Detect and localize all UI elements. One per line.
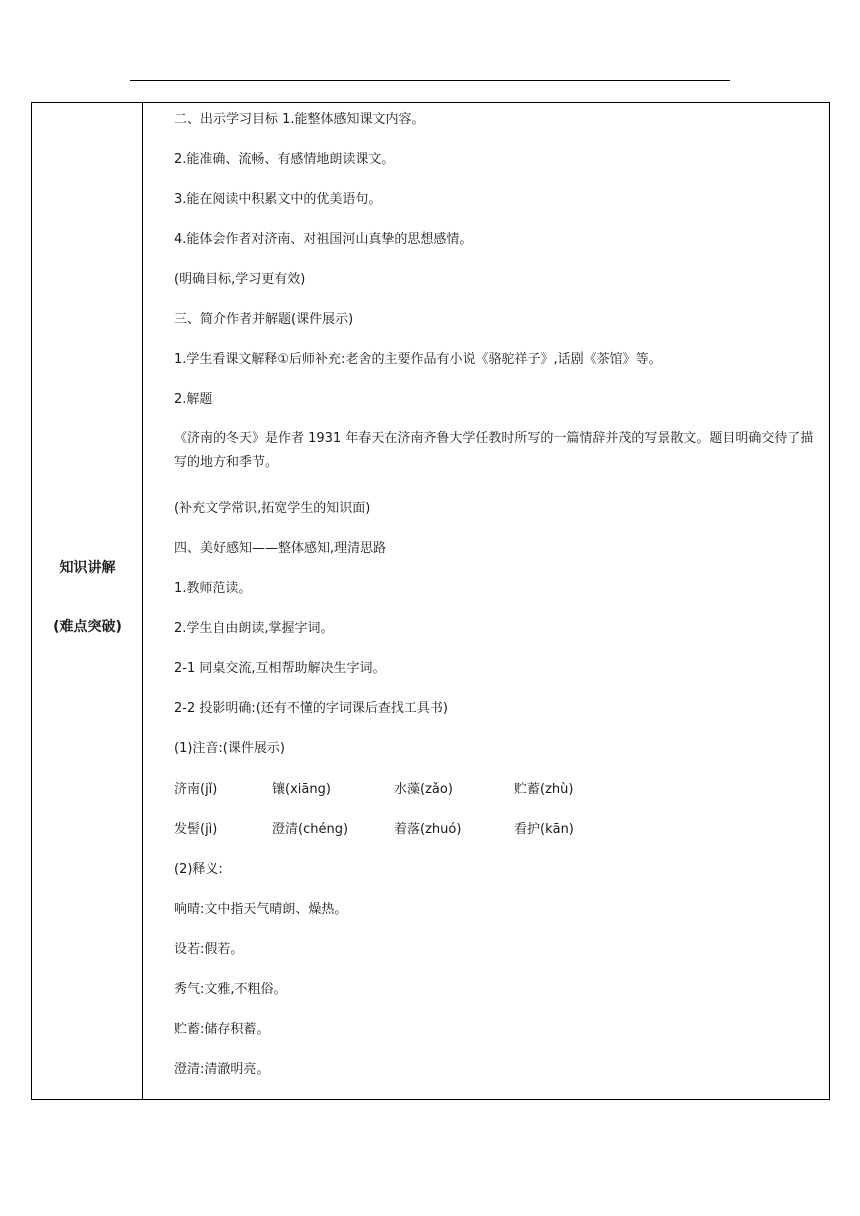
literature-note: (补充文学常识,拓宽学生的知识面) <box>174 501 371 516</box>
lesson-table <box>31 102 830 1100</box>
pinyin-item: 贮蓄(zhù) <box>514 782 574 797</box>
step-student-reading: 2.学生自由朗读,掌握字词。 <box>174 621 334 636</box>
definition-item: 贮蓄:储存积蓄。 <box>174 1022 270 1037</box>
pinyin-item: 着落(zhuó) <box>394 822 462 837</box>
step-2-2: 2-2 投影明确:(还有不懂的字词课后查找工具书) <box>174 701 448 716</box>
title-explain-heading: 2.解题 <box>174 392 213 407</box>
pinyin-heading: (1)注音:(课件展示) <box>174 741 285 756</box>
author-intro-line: 1.学生看课文解释①后师补充:老舍的主要作品有小说《骆驼祥子》,话剧《茶馆》等。 <box>174 352 662 367</box>
goal-line-4: 4.能体会作者对济南、对祖国河山真挚的思想感情。 <box>174 232 473 247</box>
section-three-heading: 三、简介作者并解题(课件展示) <box>174 312 354 327</box>
title-explain-paragraph: 《济南的冬天》是作者 1931 年春天在济南齐鲁大学任教时所写的一篇情辞并茂的写景散文。题目明确交待了描写的地方和季节。 <box>174 431 814 470</box>
goal-line-2: 2.能准确、流畅、有感情地朗读课文。 <box>174 152 395 167</box>
pinyin-item: 发髻(jì) <box>174 822 218 837</box>
goal-note: (明确目标,学习更有效) <box>174 272 306 287</box>
goal-line-3: 3.能在阅读中积累文中的优美语句。 <box>174 192 382 207</box>
definition-item: 响晴:文中指天气晴朗、燥热。 <box>174 902 348 917</box>
section-label-subtitle: (难点突破) <box>53 619 122 635</box>
pinyin-item: 水藻(zǎo) <box>394 782 453 797</box>
section-label-cell <box>32 103 143 1099</box>
step-teacher-reading: 1.教师范读。 <box>174 581 252 596</box>
definition-heading: (2)释义: <box>174 862 223 877</box>
section-four-heading: 四、美好感知——整体感知,理清思路 <box>174 541 387 556</box>
step-2-1: 2-1 同桌交流,互相帮助解决生字词。 <box>174 661 386 676</box>
section-label-title: 知识讲解 <box>59 560 116 576</box>
header-rule <box>130 80 730 81</box>
definition-item: 设若:假若。 <box>174 942 244 957</box>
goal-line-1: 二、出示学习目标 1.能整体感知课文内容。 <box>174 112 425 127</box>
pinyin-item: 看护(kān) <box>514 822 574 837</box>
definition-item: 澄清:清澈明亮。 <box>174 1062 270 1077</box>
content-cell <box>144 103 829 1099</box>
pinyin-item: 镶(xiāng) <box>272 782 331 797</box>
pinyin-item: 济南(jǐ) <box>174 782 218 797</box>
definition-item: 秀气:文雅,不粗俗。 <box>174 982 287 997</box>
pinyin-item: 澄清(chéng) <box>272 822 349 837</box>
